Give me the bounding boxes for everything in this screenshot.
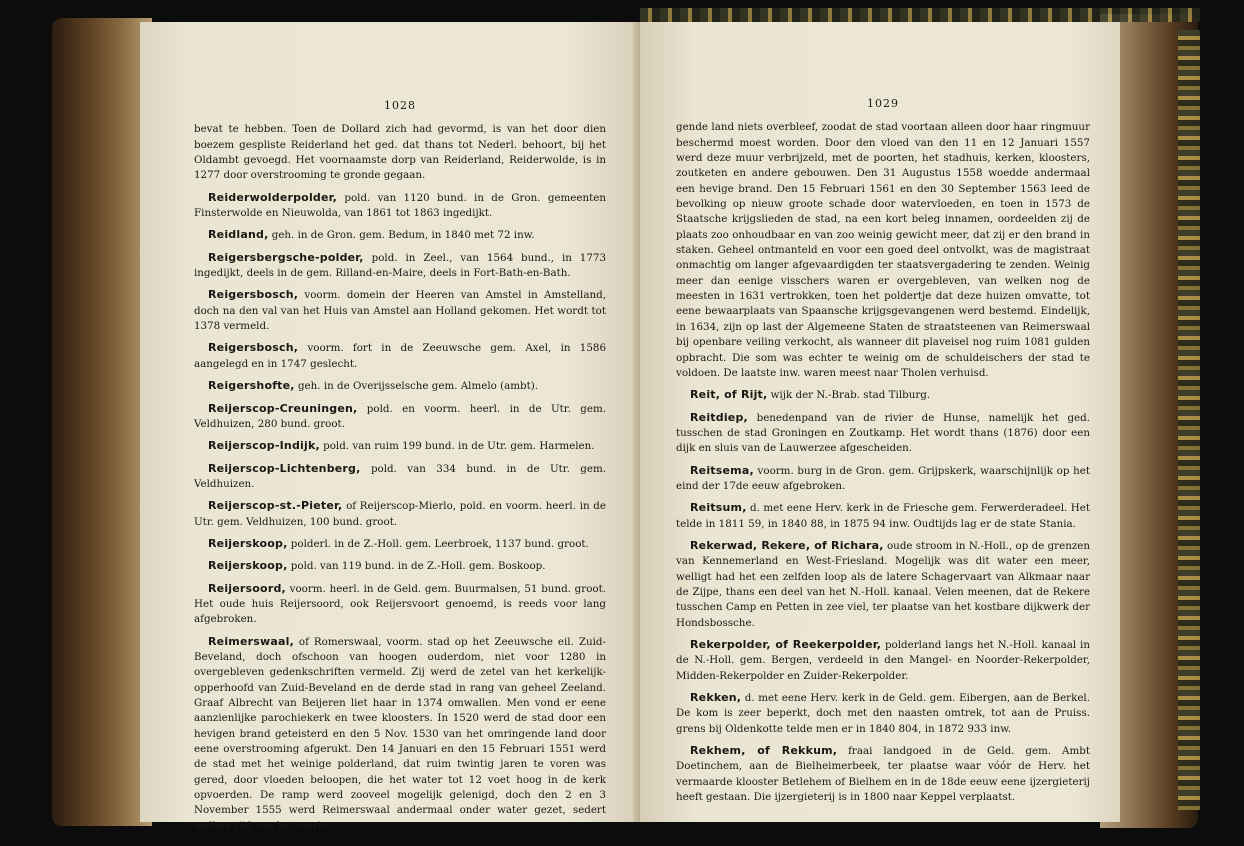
entry-text: pold. van 334 bund. in de Utr. gem. Veldhuizen. bbox=[194, 462, 606, 490]
dictionary-entry bbox=[194, 227, 606, 243]
entry-headword: Reijerscop-Indijk, bbox=[208, 439, 320, 453]
continuation-paragraph: gende land niets overbleef, zoodat de stad voortaan alleen door haar ringmuur beschermd moest worden. Door den vloed van den 11 en 12 Januari 1557 werd deze muur verbrijzeld, met de poorten, het stadhuis, kerken, kloosters, zoutketen en andere gebouwen. Den 31 Augustus 1558 woedde andermaal een hevige brand. Den 15 Februari 1561 en den 30 September 1563 leed de bevolking op nieuw groote schade door watervloeden, en toen in 1573 de Staatsche krijgslieden de stad, na een kort beleg innamen, oordeelden zij de plaats zoo onhoudbaar en van zoo weinig gewicht meer, dat zij er den brand in staken. Geheel ontmanteld en voor een goed deel ontvolkt, was de magistraat onmachtig om langer afgevaardigden ter staatsvergadering te zenden. Weinig meer dan eenige visschers waren er overgebleven, van welken nog de meesten in 1631 vertrokken, toen het poldertje dat deze huizen omvatte, tot eene bewaarplaats van Spaansche krijgsgevangenen werd bestemd. Eindelijk, in 1634, zijn op last der Algemeene Staten de straatsteenen van Reimerswaal bij openbare veiling verkocht, als wanneer dit plaveisel nog ruim 1081 gulden opbracht. Die som was echter te weinig om de schuldeischers der stad te voldoen. De laatste inw. waren meest naar Tholen verhuisd. bbox=[676, 121, 1090, 379]
entry-headword: Reijerskoop, bbox=[208, 559, 288, 573]
dictionary-entry bbox=[194, 536, 606, 552]
entry-text: voorm. heerl. in de Geld. gem. Buurmalsen, 51 bund. groot. Het oude huis Reijersoord, ook Reijersvoort genoemd, is reeds voor lang afgebroken. bbox=[194, 582, 606, 626]
entry-headword: Reigersbosch, bbox=[208, 288, 299, 302]
dictionary-entry bbox=[194, 634, 606, 834]
entry-headword: Reigershofte, bbox=[208, 379, 295, 393]
dictionary-entry bbox=[676, 538, 1090, 631]
dictionary-entry bbox=[194, 581, 606, 628]
dictionary-entry bbox=[194, 287, 606, 334]
entry-text: oude stroom in N.-Holl., op de grenzen van Kennemerland en West-Friesland. Mogelijk was dit water een meer, welligt had het een zelfden loop als de latere Schagervaart van Alkmaar naar de Zijpe, thans een deel van het N.-Holl. kanaal. Velen meenen, dat de Rekere tusschen Camp en Petten in zee viel, ter plaatse van het kostbare dijkwerk der Hondsbossche. bbox=[676, 539, 1090, 629]
entry-headword: Reijerskoop, bbox=[208, 536, 288, 550]
left-page-stack bbox=[52, 18, 152, 826]
entry-headword: Reijersoord, bbox=[208, 581, 286, 595]
dictionary-entry bbox=[676, 637, 1090, 684]
entry-headword: Reimerswaal, bbox=[208, 634, 294, 648]
entry-text: pold. van ruim 199 bund. in de Utr. gem. Harmelen. bbox=[323, 440, 595, 453]
dictionary-entry bbox=[194, 461, 606, 493]
entry-headword: Reigersbergsche-polder, bbox=[208, 250, 364, 264]
dictionary-entry bbox=[194, 250, 606, 282]
entry-text: of Reijerscop-Mierlo, pold. en voorm. heerl. in de Utr. gem. Veldhuizen, 100 bund. groot. bbox=[194, 500, 606, 528]
top-ornament bbox=[640, 8, 1200, 22]
dictionary-entry bbox=[676, 387, 1090, 403]
dictionary-entry bbox=[194, 190, 606, 222]
entry-headword: Reijerscop-st.-Pieter, bbox=[208, 499, 343, 513]
continuation-paragraph: bevat te hebben. Toen de Dollard zich had gevormd, is van het door dien boezem gespliste Reiderland het ged. dat thans tot Nederl. behoort, bij het Oldambt gevoegd. Het voornaamste dorp van Reiderland, Reiderwolde, is in 1277 door overstrooming te gronde gegaan. bbox=[194, 123, 606, 182]
dictionary-entry bbox=[676, 410, 1090, 457]
entry-headword: Reijerscop-Creuningen, bbox=[208, 401, 358, 415]
entry-headword: Rekerwad, Rekere, of Richara, bbox=[690, 538, 884, 552]
dictionary-entry bbox=[676, 690, 1090, 737]
dictionary-entry bbox=[194, 401, 606, 433]
entry-headword: Reitsema, bbox=[690, 463, 754, 477]
entry-text: geh. in de Overijsselsche gem. Almelo (ambt). bbox=[297, 380, 539, 393]
entry-text: d. met eene Herv. kerk in de Friesche gem. Ferwerderadeel. Het telde in 1811 59, in 1840 88, in 1875 94 inw. Oudtijds lag er de state Stania. bbox=[676, 502, 1090, 530]
dictionary-entry bbox=[194, 438, 606, 454]
entry-text: wijk der N.-Brab. stad Tilburg. bbox=[770, 389, 931, 402]
entry-text: voorm. burg in de Gron. gem. Grijpskerk, waarschijnlijk op het eind der 17de eeuw afgebroken. bbox=[676, 464, 1091, 492]
entry-text: benedenpand van de rivier de Hunse, namelijk het ged. tusschen de stad Groningen en Zoutkamp. Het wordt thans (1876) door een dijk en sluis van de Lauwerzee afgescheiden. bbox=[676, 411, 1090, 455]
entry-text: pold. in Zeel., van 1564 bund., in 1773 ingedijkt, deels in de gem. Rilland-en-Maire, deels in Fort-Bath-en-Bath. bbox=[194, 251, 606, 280]
dictionary-entry bbox=[194, 558, 606, 574]
entry-text: polderl. in de Z.-Holl. gem. Leerbroek, 1137 bund. groot. bbox=[290, 537, 589, 550]
dictionary-entry bbox=[676, 463, 1090, 495]
entry-headword: Reitdiep, bbox=[690, 410, 748, 424]
entry-headword: Reidland, bbox=[208, 228, 269, 242]
entry-text: d. met eene Herv. kerk in de Geld. gem. Eibergen, aan de Berkel. De kom is zeer beperkt, doch met den naasten omtrek, tot aan de Pruiss. grens bij Oldenkotte telde men er in 1840 804, in 1872 933 inw. bbox=[676, 692, 1090, 735]
page-number: 1029 bbox=[867, 97, 899, 110]
entry-text: of Romerswaal, voorm. stad op het Zeeuwsche eil. Zuid-Beveland, doch ofschoon van hoogen ouderdom, niet voor 1280 in overgebleven gedenkschriften vermeld. Zij werd de zetel van het kerkelijk-opperhoofd van Zuid-Beveland en de derde stad in rang van geheel Zeeland. Graaf Albrecht van Beijeren liet haar in 1374 omwallen. Men vond er eene aanzienlijke parochiekerk en twee kloosters. In 1520 werd de stad door een hevigen brand geteisterd en den 5 Nov. 1530 van het omringende land door eene overstrooming afgerukt. Den 14 Januari en den 15 Februari 1551 werd de stad met het weinige polderland, dat ruim twintig jaren te voren was gered, door vloeden beloopen, die het water tot 12 voet hoog in de kerk opvoerden. De ramp werd zooveel mogelijk gelenigd, doch den 2 en 3 November 1555 werd Reimerswaal andermaal onder water gezet, sedert welken tijd van het omrin- bbox=[194, 635, 606, 832]
entry-list bbox=[676, 387, 1090, 805]
right-page bbox=[640, 22, 1120, 822]
entry-text: fraai landgoed in de Geld. gem. Ambt Doetinchem, aan de Bielheimerbeek, ter plaatse waar vóór de Herv. het vermaarde klooster Betlehem of Bielhem en in de 18de eeuw eene ijzergieterij heeft gestaan. Die ijzergieterij is in 1800 naar Keppel verplaatst. bbox=[676, 745, 1090, 804]
left-page bbox=[140, 22, 640, 832]
entry-text: pold. van 119 bund. in de Z.-Holl. gem. Boskoop. bbox=[290, 560, 546, 573]
entry-headword: Rekerpolder, of Reekerpolder, bbox=[690, 638, 882, 651]
entry-text: geh. in de Gron. gem. Bedum, in 1840 met 72 inw. bbox=[271, 229, 535, 242]
dictionary-entry bbox=[194, 340, 606, 372]
entry-text: pold. van 1120 bund. in de Gron. gemeenten Finsterwolde en Nieuwolda, van 1861 tot 1863 ingedijkt. bbox=[194, 191, 606, 220]
entry-headword: Rekken, bbox=[690, 691, 742, 705]
dictionary-entry bbox=[676, 743, 1090, 805]
entry-headword: Reit, of Rijt, bbox=[690, 388, 768, 402]
entry-headword: Reijerscop-Lichtenberg, bbox=[208, 461, 361, 475]
entry-text: voorm. fort in de Zeeuwsche gem. Axel, in 1586 aangelegd en in 1747 geslecht. bbox=[194, 342, 607, 370]
entry-text: voorm. domein der Heeren van Amstel in Amstelland, doch na den val van het Huis van Amstel aan Holland gekomen. Het wordt tot 1378 vermeld. bbox=[194, 289, 606, 333]
dictionary-entry bbox=[194, 378, 606, 394]
spine-ornament bbox=[1178, 30, 1200, 810]
entry-headword: Reiderwolderpolder, bbox=[208, 190, 338, 204]
dictionary-entry bbox=[194, 498, 606, 530]
entry-list bbox=[194, 190, 606, 834]
entry-text: pold. en voorm. heerl. in de Utr. gem. Veldhuizen, 280 bund. groot. bbox=[194, 402, 606, 430]
dictionary-entry bbox=[676, 500, 1090, 532]
entry-headword: Reigersbosch, bbox=[208, 341, 299, 355]
entry-text: polderland langs het N.-Holl. kanaal in de N.-Holl. gem. Bergen, verdeeld in den Mangel- en Noorder-Rekerpolder, Midden-Rekerpolder en Zuider-Rekerpolder. bbox=[676, 639, 1090, 682]
entry-headword: Reitsum, bbox=[690, 501, 747, 515]
page-number: 1028 bbox=[384, 99, 416, 112]
entry-headword: Rekhem, of Rekkum, bbox=[690, 744, 838, 758]
